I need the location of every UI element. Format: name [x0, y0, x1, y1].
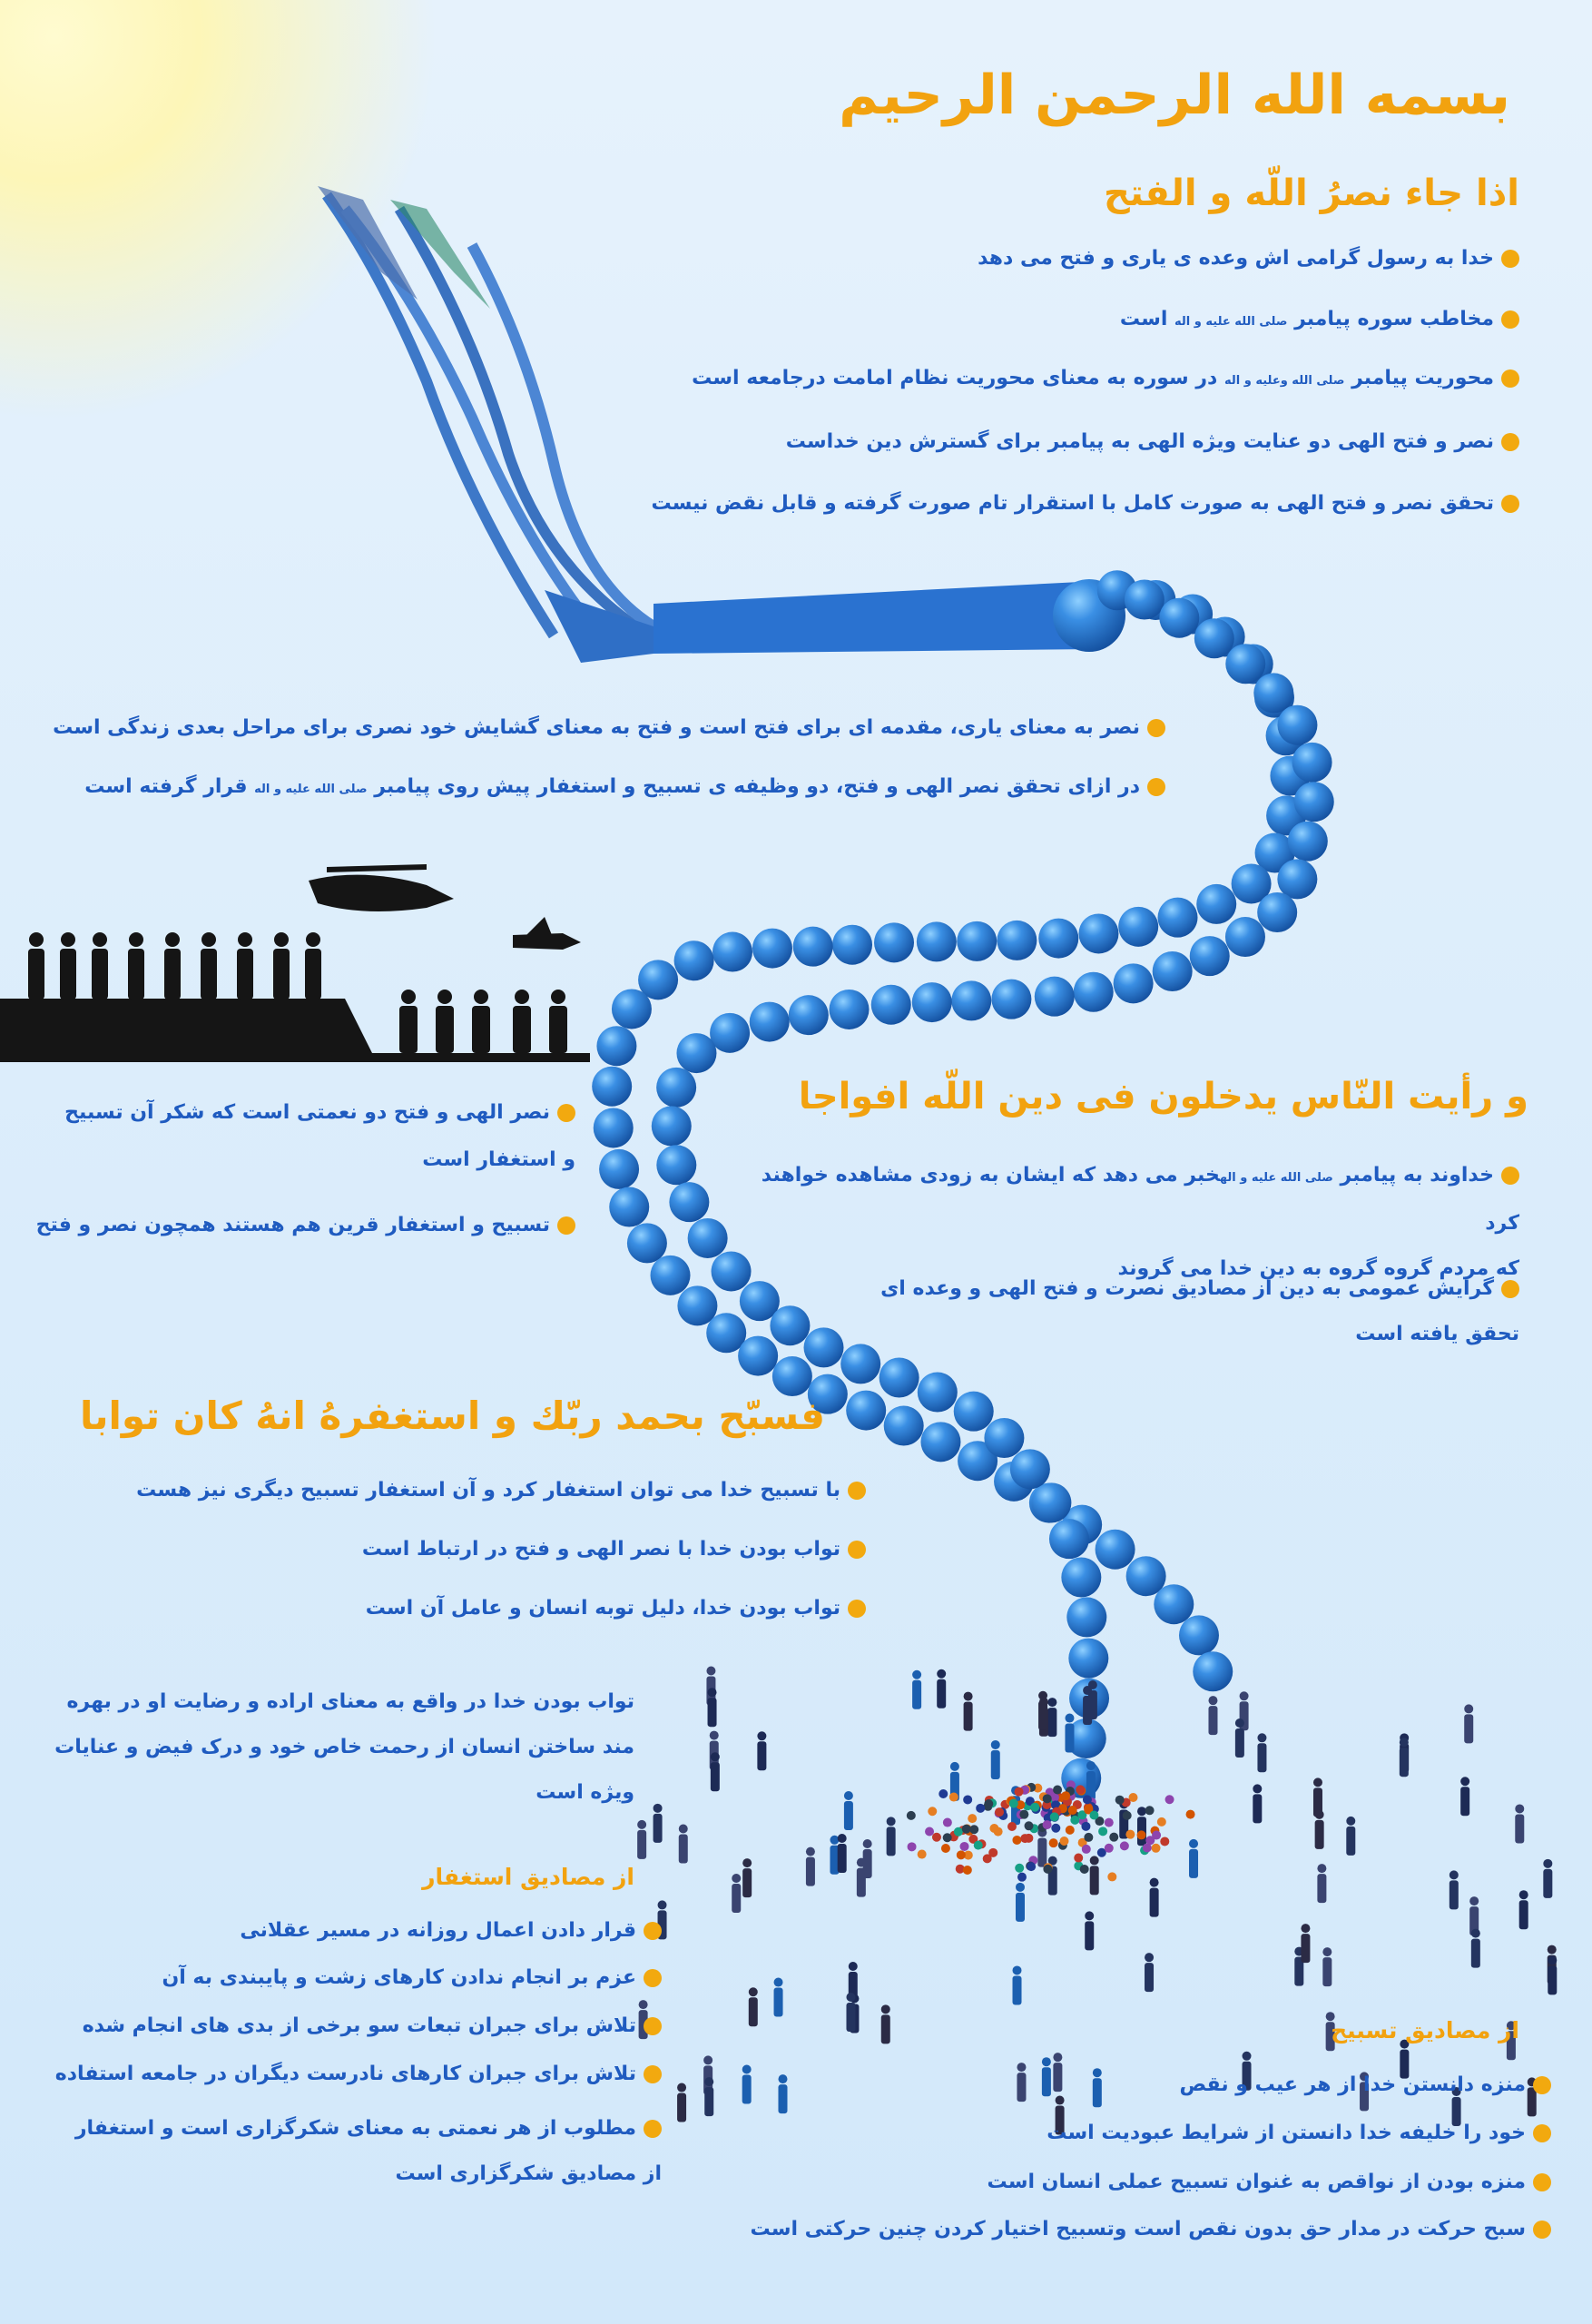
section5-paragraph: تواب بودن خدا در واقع به معنای اراده و رضایت او در بهره مند ساختن انسان از رحمت خاص خود و درک فیض و عنایات ویژه است — [54, 1690, 634, 1804]
crowd-dot — [1019, 1810, 1028, 1819]
bead — [1225, 917, 1265, 957]
bead — [1074, 972, 1114, 1012]
bullet-icon — [1501, 1167, 1519, 1185]
tasbih-item-1: منزه دانستن خدا از هر عیب و نقص — [1180, 2070, 1551, 2101]
crowd-dot — [1083, 1795, 1092, 1804]
bead — [1158, 898, 1198, 938]
bead — [656, 1145, 696, 1185]
crowd-dot — [1157, 1817, 1166, 1827]
crowd-dot — [960, 1842, 969, 1851]
person-icon — [991, 1740, 1000, 1779]
bead — [1118, 907, 1158, 947]
crowd-dot — [925, 1827, 934, 1837]
crowd-dot — [941, 1844, 950, 1853]
soldier-icon — [201, 932, 217, 1000]
person-icon — [887, 1817, 896, 1856]
crowd-dot — [1115, 1796, 1125, 1805]
section5-item-3: تواب بودن خدا، دلیل توبه انسان و عامل آن است — [366, 1593, 866, 1624]
tasbih-item-4: سبح حرکت در مدار حق بدون نقص است وتسبیح اختیار کردن چنین حرکتی است — [751, 2214, 1551, 2245]
bead — [789, 995, 829, 1035]
bead — [880, 1358, 919, 1398]
person-icon — [677, 2083, 686, 2122]
crowd-dot — [1109, 1833, 1118, 1842]
crowd-dot — [1076, 1785, 1085, 1794]
person-icon — [1450, 1870, 1459, 1909]
crowd-dot — [943, 1818, 952, 1827]
bead — [846, 1391, 886, 1431]
soldier-icon — [513, 990, 531, 1053]
crowd-dot — [989, 1824, 998, 1833]
basmala-title: بسمه الله الرحمن الرحیم — [839, 64, 1510, 127]
crowd-dot — [1066, 1826, 1075, 1835]
person-icon — [1086, 1761, 1096, 1800]
section1-item-3: محوریت پیامبر صلی الله وعلیه و اله در سوره به معنای محوریت نظام امامت درجامعه است — [692, 363, 1519, 397]
crowd-dot — [1030, 1803, 1039, 1812]
bead — [804, 1327, 844, 1367]
section5-item-1: با تسبیح خدا می توان استغفار کرد و آن استغفار تسبیح دیگری نیز هست — [136, 1475, 866, 1506]
person-icon — [1016, 1883, 1025, 1922]
crowd-dot — [1015, 1864, 1024, 1873]
crowd-dot — [984, 1799, 993, 1808]
crowd-dot — [1120, 1841, 1129, 1850]
crowd-dot — [908, 1842, 917, 1851]
crowd-dot — [1043, 1794, 1052, 1803]
person-icon — [1090, 1856, 1099, 1895]
bead — [871, 985, 911, 1025]
bead — [1061, 1558, 1101, 1598]
person-icon — [838, 1834, 847, 1873]
bead — [1068, 1639, 1108, 1679]
bullet-icon — [1501, 433, 1519, 451]
bead — [918, 1373, 958, 1413]
bead — [1288, 822, 1328, 862]
crowd-dot — [1060, 1837, 1069, 1846]
bead — [1277, 859, 1317, 899]
crowd-dot — [974, 1841, 983, 1850]
bead — [874, 922, 914, 962]
bullet-icon — [644, 2065, 662, 2083]
person-icon — [1053, 2053, 1062, 2092]
crowd-dot — [1105, 1844, 1114, 1853]
person-icon — [1548, 1955, 1557, 1994]
verse-2-title: و رأیت النّاس یدخلون فی دین اللّه افواجا — [798, 1076, 1528, 1118]
crowd-dot — [1074, 1854, 1083, 1863]
bead — [676, 1033, 716, 1073]
tasbih-heading: از مصادیق تسبیح — [1331, 2017, 1519, 2043]
bullet-icon — [1533, 2221, 1551, 2239]
bead — [1190, 936, 1230, 976]
person-icon — [749, 1987, 758, 2026]
person-icon — [1519, 1890, 1528, 1929]
bead — [1153, 951, 1193, 991]
person-icon — [1137, 1807, 1146, 1846]
crowd-dot — [1098, 1827, 1107, 1836]
person-icon — [1013, 1965, 1022, 2004]
person-icon — [742, 2064, 752, 2103]
bullet-icon — [848, 1482, 866, 1500]
person-icon — [1257, 1733, 1266, 1772]
person-icon — [637, 1820, 646, 1859]
section1-item-2: مخاطب سوره پیامبر صلی الله علیه و اله است — [1120, 304, 1519, 338]
tasbih-item-2: خود را خلیفه خدا دانستن از شرایط عبودیت است — [1047, 2118, 1551, 2149]
bead — [1049, 1519, 1089, 1559]
person-icon — [654, 1804, 663, 1843]
bullet-icon — [644, 2017, 662, 2035]
bullet-icon — [644, 2120, 662, 2138]
person-icon — [679, 1825, 688, 1864]
bead — [957, 921, 997, 961]
crowd-dot — [1107, 1872, 1116, 1881]
person-icon — [732, 1874, 741, 1913]
person-icon — [1317, 1864, 1326, 1903]
soldier-icon — [472, 990, 490, 1053]
bead — [594, 1108, 634, 1147]
crowd-dot — [1152, 1844, 1161, 1853]
istighfar-item-2: عزم بر انجام ندادن کارهای زشت و پایبندی به آن — [162, 1963, 662, 1994]
bullet-icon — [1501, 369, 1519, 388]
crowd-dot — [1061, 1791, 1070, 1800]
person-icon — [1017, 2063, 1026, 2102]
bead — [656, 1068, 696, 1108]
bead — [1035, 977, 1075, 1017]
bead — [1159, 598, 1199, 638]
person-icon — [1543, 1859, 1552, 1898]
person-icon — [1189, 1839, 1198, 1878]
bead — [669, 1182, 709, 1222]
istighfar-item-4: تلاش برای جبران کارهای نادرست دیگران در جامعه استفاده — [55, 2059, 662, 2090]
crowd-dot — [1143, 1843, 1152, 1852]
person-icon — [1460, 1777, 1469, 1816]
crowd-dot — [1009, 1799, 1018, 1808]
bead — [1031, 1482, 1071, 1522]
bead — [984, 1418, 1024, 1458]
person-icon — [778, 2074, 787, 2113]
crowd-dot — [1024, 1834, 1033, 1843]
person-icon — [1145, 1953, 1154, 1992]
crowd-dot — [1084, 1833, 1093, 1842]
bead — [752, 929, 792, 969]
crowd-dot — [1027, 1862, 1036, 1871]
bead — [884, 1406, 924, 1446]
crowd-dot — [963, 1795, 972, 1804]
bullet-icon — [644, 1922, 662, 1940]
crowd-dot — [1053, 1786, 1062, 1795]
person-icon — [1065, 1714, 1074, 1753]
person-icon — [1047, 1698, 1056, 1737]
section4-item-1: خداوند به پیامبر صلی الله علیه و الهخبر می دهد که ایشان به زودی مشاهده خواهند کرد که مردم گروه گروه به دین خدا می گروند — [761, 1164, 1519, 1280]
bead — [652, 1106, 692, 1146]
bullet-icon — [1533, 2076, 1551, 2094]
bullet-icon — [1533, 2124, 1551, 2142]
crowd-dot — [983, 1854, 992, 1863]
bead — [1078, 913, 1118, 953]
bullet-icon — [1501, 310, 1519, 329]
bead — [738, 1336, 778, 1376]
bullet-icon — [848, 1600, 866, 1618]
crowd-dot — [918, 1850, 927, 1859]
person-icon — [806, 1847, 815, 1886]
istighfar-heading: از مصادیق استغفار — [422, 1864, 634, 1890]
bead — [651, 1256, 691, 1295]
crowd-dot — [995, 1807, 1004, 1817]
bead — [592, 1067, 632, 1107]
bead — [991, 980, 1031, 1019]
bead — [997, 921, 1037, 960]
crowd-dot — [1082, 1845, 1091, 1854]
tasbih-item-3: منزه بودن از نواقص به غنوان تسبیح عملی انسان است — [988, 2167, 1551, 2198]
section2-item-1: نصر به معنای یاری، مقدمه ای برای فتح است و فتح به معنای گشایش خود نصری برای مراحل بعدی زندگی است — [53, 713, 1165, 743]
person-icon — [1048, 1856, 1057, 1896]
crowd-dot — [949, 1793, 958, 1802]
person-icon — [742, 1858, 752, 1897]
bullet-icon — [1147, 719, 1165, 737]
bead — [1294, 782, 1334, 822]
section1-item-1: خدا به رسول گرامی اش وعده ی یاری و فتح می دهد — [978, 243, 1519, 274]
bullet-icon — [557, 1104, 575, 1122]
section1-item-5: تحقق نصر و فتح الهی به صورت کامل با استقرار تام صورت گرفته و قابل نقض نیست — [651, 488, 1519, 519]
person-icon — [1093, 2068, 1102, 2107]
istighfar-item-1: قرار دادن اعمال روزانه در مسیر عقلانی — [240, 1915, 662, 1946]
section5-item-2: تواب بودن خدا با نصر الهی و فتح در ارتباط است — [362, 1534, 866, 1565]
bullet-icon — [1501, 495, 1519, 513]
person-icon — [1083, 1686, 1092, 1725]
section3-item-2: تسبیح و استغفار قرین هم هستند همچون نصر و فتح — [36, 1210, 575, 1241]
crowd-dot — [1015, 1787, 1024, 1797]
crowd-dot — [976, 1804, 985, 1813]
crowd-dot — [1123, 1811, 1132, 1820]
person-icon — [1253, 1784, 1262, 1823]
person-icon — [1315, 1810, 1324, 1849]
section2-item-2: در ازای تحقق نصر الهی و فتح، دو وظیفه ی تسبیح و استغفار پیش روی پیامبر صلی الله علیه و اله قرار گرفته است — [84, 772, 1165, 805]
bead — [688, 1218, 728, 1258]
person-icon — [1346, 1817, 1355, 1856]
person-icon — [964, 1692, 973, 1731]
person-icon — [912, 1670, 921, 1709]
person-icon — [1471, 1929, 1480, 1968]
bead — [1096, 1530, 1135, 1570]
crowd-dot — [1043, 1865, 1052, 1874]
crowd-dot — [932, 1833, 941, 1842]
person-icon — [1042, 2057, 1051, 2096]
person-icon — [1515, 1804, 1524, 1843]
crowd-dot — [1165, 1795, 1174, 1804]
bead — [674, 940, 714, 980]
person-icon — [881, 2004, 890, 2043]
bead — [1196, 884, 1236, 924]
crowd-dot — [928, 1807, 937, 1816]
bead — [599, 1149, 639, 1189]
crowd-dot — [954, 1827, 963, 1837]
section1-item-4: نصر و فتح الهی دو عنایت ویژه الهی به پیامبر برای گسترش دین خداست — [786, 427, 1519, 458]
bead — [1125, 580, 1165, 620]
bead — [770, 1305, 810, 1345]
crowd-dot — [1186, 1810, 1195, 1819]
bead — [609, 1187, 649, 1227]
soldier-icon — [273, 932, 290, 1000]
crowd-dot — [969, 1825, 978, 1834]
crowd-dot — [938, 1789, 948, 1798]
bullet-icon — [1533, 2173, 1551, 2191]
crowd-dot — [1089, 1811, 1098, 1820]
crowd-dot — [907, 1811, 916, 1820]
crowd-dot — [943, 1833, 952, 1842]
bead — [1257, 892, 1297, 932]
person-icon — [1464, 1704, 1473, 1743]
person-icon — [863, 1839, 872, 1878]
bullet-icon — [1147, 778, 1165, 796]
person-icon — [844, 1791, 853, 1830]
soldier-icon — [305, 932, 321, 1000]
crowd-dot — [1068, 1806, 1077, 1815]
bead — [829, 990, 869, 1029]
bead — [917, 921, 957, 961]
bead — [1114, 963, 1154, 1003]
bead — [954, 1392, 994, 1432]
person-icon — [1322, 1947, 1332, 1986]
crowd-dot — [1043, 1820, 1052, 1829]
bead — [1010, 1449, 1050, 1489]
person-icon — [708, 1688, 717, 1727]
crowd-dot — [1050, 1812, 1059, 1821]
crowd-dot — [1051, 1824, 1060, 1833]
crowd-dot — [968, 1814, 977, 1823]
person-icon — [1085, 1911, 1094, 1950]
soldier-icon — [164, 932, 181, 1000]
bead — [793, 927, 833, 967]
person-icon — [846, 1993, 855, 2032]
bullet-icon — [1501, 250, 1519, 268]
person-icon — [757, 1731, 766, 1770]
person-icon — [937, 1669, 946, 1709]
soldier-icon — [60, 932, 76, 1000]
crowd-dot — [1049, 1838, 1058, 1847]
bead — [1066, 1597, 1106, 1637]
person-icon — [704, 2077, 713, 2116]
crowd-dot — [1125, 1830, 1135, 1839]
bead — [920, 1422, 960, 1462]
person-icon — [1208, 1696, 1217, 1735]
bead — [772, 1356, 812, 1396]
istighfar-item-5: مطلوب از هر نعمتی به معنای شکرگزاری است و استغفار از مصادیق شکرگزاری است — [74, 2117, 662, 2185]
bullet-icon — [848, 1541, 866, 1559]
istighfar-item-3: تلاش برای جبران تبعات سو برخی از بدی های انجام شده — [83, 2011, 662, 2042]
bead — [832, 925, 872, 965]
bead — [1179, 1615, 1219, 1655]
crowd-dot — [1017, 1873, 1027, 1882]
bead — [1194, 618, 1234, 658]
crowd-dot — [1012, 1836, 1021, 1845]
soldier-icon — [237, 932, 253, 1000]
bead — [750, 1002, 790, 1042]
person-icon — [1301, 1924, 1310, 1963]
bead — [612, 989, 652, 1029]
bead — [710, 1013, 750, 1053]
soldier-icon — [128, 932, 144, 1000]
crowd-dot — [1025, 1821, 1034, 1830]
crowd-dot — [1080, 1865, 1089, 1874]
bead — [1154, 1584, 1194, 1624]
bead — [1277, 705, 1317, 745]
soldier-icon — [549, 990, 567, 1053]
bead — [912, 982, 952, 1022]
person-icon — [711, 1752, 720, 1791]
crowd-dot — [963, 1866, 972, 1875]
bullet-icon — [1501, 1280, 1519, 1298]
crowd-dot — [1105, 1818, 1114, 1827]
crowd-dot — [962, 1825, 971, 1834]
person-icon — [774, 1978, 783, 2017]
crowd-dot — [1145, 1806, 1155, 1815]
person-icon — [1037, 1828, 1047, 1867]
crowd-dot — [1070, 1816, 1079, 1825]
bead — [1038, 919, 1078, 959]
soldiers-silhouette-icon — [0, 864, 590, 1062]
soldier-icon — [436, 990, 454, 1053]
soldier-icon — [28, 932, 44, 1000]
bead — [712, 932, 752, 972]
crowd-dot — [1137, 1830, 1146, 1839]
bead — [1225, 644, 1265, 684]
bead — [951, 980, 991, 1020]
bead — [1253, 673, 1293, 713]
verse-3-title: فسبّح بحمد ربّك و استغفرهُ انهُ كان توابا — [79, 1393, 825, 1438]
crowd-dot — [1081, 1822, 1090, 1831]
crowd-dot — [1007, 1822, 1017, 1831]
crowd-dot — [1160, 1837, 1169, 1846]
person-icon — [1150, 1878, 1159, 1917]
bead — [627, 1223, 667, 1263]
section3-item-1: نصر الهی و فتح دو نعمتی است که شکر آن تسبیح و استغفار است — [64, 1101, 575, 1171]
bullet-icon — [644, 1969, 662, 1987]
bullet-icon — [557, 1216, 575, 1235]
crowd-dot — [957, 1850, 966, 1859]
crowd-dot — [1152, 1831, 1161, 1840]
soldier-icon — [92, 932, 108, 1000]
person-icon — [1235, 1718, 1244, 1758]
soldier-icon — [399, 990, 418, 1053]
verse-1-title: اذا جاء نصرُ اللّه و الفتح — [1103, 172, 1519, 214]
person-icon — [1038, 1691, 1047, 1730]
person-icon — [1400, 1738, 1409, 1777]
bead — [596, 1026, 636, 1066]
bead — [1292, 743, 1332, 783]
bead — [1193, 1651, 1233, 1691]
section4-item-2: گرایش عمومی به دین از مصادیق نصرت و فتح الهی و وعده ای تحقق یافته است — [880, 1277, 1519, 1345]
